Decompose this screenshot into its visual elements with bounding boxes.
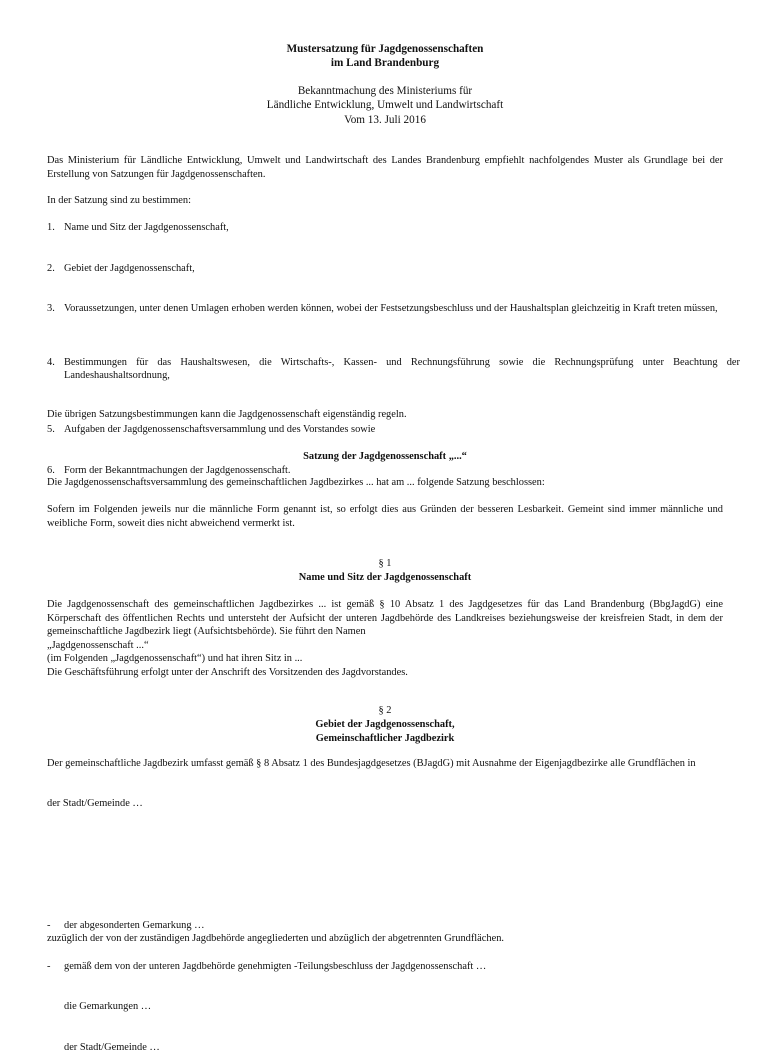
- section-2-title-line-2: Gemeinschaftlicher Jagdbezirk: [315, 732, 455, 744]
- satzung-heading: Satzung der Jagdgenossenschaft „...“: [303, 451, 467, 462]
- list-item-number: 1.: [47, 222, 55, 233]
- list-item: [47, 221, 740, 235]
- list-item-number: 3.: [47, 303, 55, 315]
- publication-date: Vom 13. Juli 2016: [344, 113, 426, 126]
- gender-note: Sofern im Folgenden jeweils nur die männliche Form genannt ist, so erfolgt dies aus Gründen der besseren Lesbarkeit. Gemeint sind immer männliche und weibliche Form, soweit dies nicht abweichend vermerkt ist.: [47, 504, 723, 529]
- section-1-text: Die Jagdgenossenschaft des gemeinschaftlichen Jagdbezirkes ... ist gemäß § 10 Absatz 1 des Jagdgesetzes für das Land Brandenburg (BbgJagdG) eine Körperschaft des öffentlichen Rechts und untersteht der Aufsicht der unteren Jagdbehörde des Landkreises beziehungsweise der kreisfreien Stadt, in dem der gemeinschaftliche Jagdbezirk liegt (Aufsichtsbehörde). Sie führt den Namen: [47, 599, 723, 638]
- title-line-1: Mustersatzung für Jagdgenossenschaften: [286, 43, 484, 55]
- list-item: [47, 423, 740, 437]
- list-item: [47, 302, 740, 316]
- section-2-closing: zuzüglich der von der zuständigen Jagdbehörde angegliederten und abzüglich der abgetrennten Grundflächen.: [47, 933, 505, 944]
- intro-paragraph: Das Ministerium für Ländliche Entwicklung, Umwelt und Landwirtschaft des Landes Brandenburg empfiehlt nachfolgendes Muster als Grundlage bei der Erstellung von Satzungen für Jagdgenossenschaften.: [47, 155, 723, 180]
- sub-item: [47, 1041, 740, 1055]
- dash-marker: -: [47, 920, 51, 932]
- list-item-text: Form der Bekanntmachungen der Jagdgenossenschaft.: [64, 464, 291, 476]
- dash-item-text: der abgesonderten Gemarkung …: [64, 920, 205, 932]
- list-item-text: Aufgaben der Jagdgenossenschaftsversammlung und des Vorstandes sowie: [64, 423, 376, 435]
- dash-marker: -: [47, 960, 51, 972]
- list-item-text: Voraussetzungen, unter denen Umlagen erhoben werden können, wobei der Festsetzungsbeschluss und der Haushaltsplan gleichzeitig in Kraft treten müssen,: [64, 303, 718, 315]
- publication-block: [47, 84, 723, 127]
- list-item-text: Name und Sitz der Jagdgenossenschaft,: [64, 222, 229, 233]
- dash-list-item: [47, 960, 740, 974]
- section-1-management-line: Die Geschäftsführung erfolgt unter der Anschrift des Vorsitzenden des Jagdvorstandes.: [47, 666, 408, 678]
- list-item-number: 6.: [47, 464, 55, 476]
- list-item: [47, 356, 740, 383]
- title-line-2: im Land Brandenburg: [330, 57, 440, 70]
- intro-list-lead: In der Satzung sind zu bestimmen:: [47, 195, 191, 206]
- dash-list-item: [47, 919, 740, 933]
- section-2-body: Der gemeinschaftliche Jagdbezirk umfasst gemäß § 8 Absatz 1 des Bundesjagdgesetzes (BJagdG) mit Ausnahme der Eigenjagdbezirke alle Grundflächen in: [47, 758, 696, 769]
- section-1-seat-line: (im Folgenden „Jagdgenossenschaft“) und hat ihren Sitz in ...: [47, 653, 303, 665]
- sub-item: [47, 1000, 740, 1014]
- publication-line-1: Bekanntmachung des Ministeriums für: [297, 85, 473, 97]
- list-item-text: Gebiet der Jagdgenossenschaft,: [64, 262, 195, 274]
- section-1-title: Name und Sitz der Jagdgenossenschaft: [298, 572, 472, 583]
- sub-item-text: der Stadt/Gemeinde …: [64, 1041, 160, 1053]
- section-2-title: [47, 718, 723, 745]
- list-item-number: 4.: [47, 356, 55, 368]
- section-2-title-line-1: Gebiet der Jagdgenossenschaft,: [315, 719, 455, 730]
- list-item-number: 2.: [47, 262, 55, 274]
- section-2-municipality: der Stadt/Gemeinde …: [47, 798, 143, 809]
- satzung-preamble: Die Jagdgenossenschaftsversammlung des gemeinschaftlichen Jagdbezirkes ... hat am ... folgende Satzung beschlossen:: [47, 477, 545, 488]
- section-1-number: § 1: [378, 558, 392, 569]
- list-item: [47, 262, 740, 276]
- intro-closing: Die übrigen Satzungsbestimmungen kann die Jagdgenossenschaft eigenständig regeln.: [47, 409, 407, 420]
- list-item-text: Bestimmungen für das Haushaltswesen, die Wirtschafts-, Kassen- und Rechnungsführung sowie die Rechnungsprüfung unter Beachtung der Landeshaushaltsordnung,: [64, 356, 740, 382]
- section-2-number: § 2: [378, 705, 392, 716]
- section-1-body: [47, 598, 723, 680]
- publication-line-2: Ländliche Entwicklung, Umwelt und Landwirtschaft: [266, 99, 504, 112]
- sub-item-text: die Gemarkungen …: [64, 1001, 152, 1013]
- document-title: [47, 42, 723, 71]
- list-item-number: 5.: [47, 423, 55, 435]
- dash-item-text: gemäß dem von der unteren Jagdbehörde genehmigten -Teilungsbeschluss der Jagdgenossenschaft …: [64, 960, 487, 972]
- section-1-name-line: „Jagdgenossenschaft ...“: [47, 639, 149, 651]
